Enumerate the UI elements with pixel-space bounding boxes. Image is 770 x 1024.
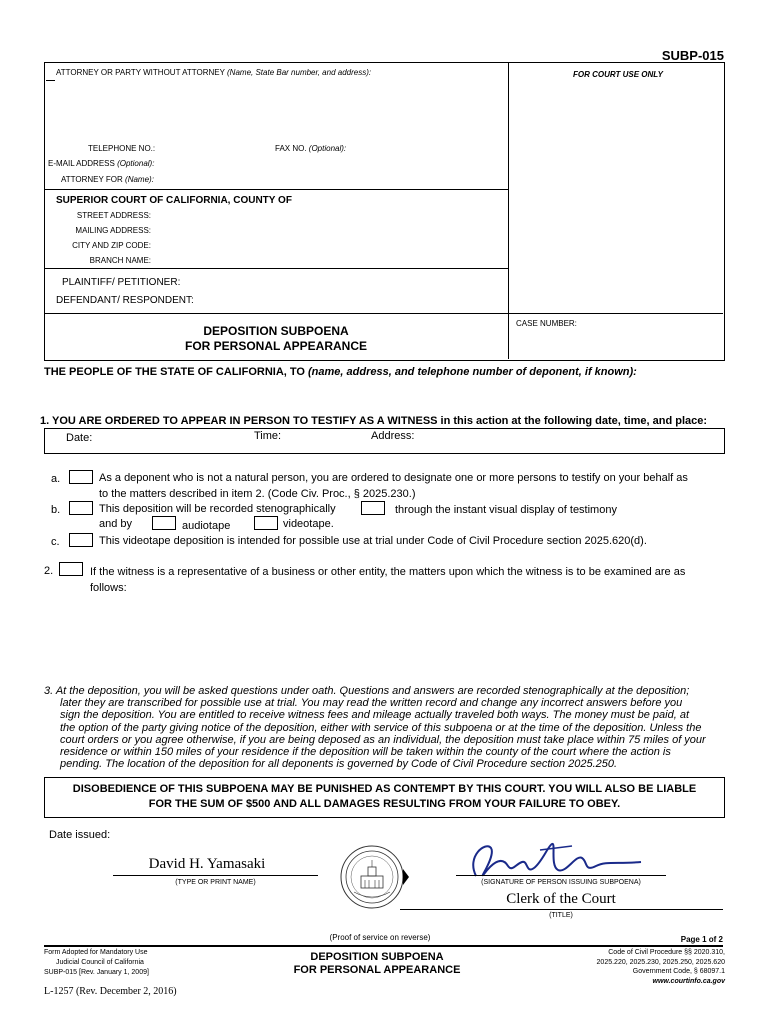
issuer-name: David H. Yamasaki [148, 856, 266, 872]
court-title: SUPERIOR COURT OF CALIFORNIA, COUNTY OF [56, 195, 292, 206]
issuer-title: Clerk of the Court [506, 891, 616, 907]
branch-label: BRANCH NAME: [89, 256, 151, 265]
attorney-for-label: ATTORNEY FOR (Name): [61, 175, 154, 184]
warning-text: DISOBEDIENCE OF THIS SUBPOENA MAY BE PUNISHED AS CONTEMPT BY THIS COURT. YOU WILL ALSO BE LIABLE FOR THE SUM OF $500 AND ALL DAMAGES RESULTING FROM YOUR FAILURE TO OBEY. [72, 783, 697, 810]
court-use-label: FOR COURT USE ONLY [573, 70, 663, 79]
footer-rule [44, 945, 723, 947]
item2-label: 2. [44, 565, 54, 577]
item1a-checkbox[interactable] [69, 470, 93, 484]
footer-right: Code of Civil Procedure §§ 2020.310, 2025.220, 2025.230, 2025.250, 2025.620 Government Code, § 68097.1 www.courtinfo.ca.gov [596, 949, 725, 985]
footer-title: DEPOSITION SUBPOENA FOR PERSONAL APPEARANCE [293, 951, 461, 976]
item1b-text: This deposition will be recorded stenographically [99, 503, 336, 515]
name-line [113, 875, 318, 876]
street-label: STREET ADDRESS: [76, 211, 151, 220]
item3-paragraph: 3. At the deposition, you will be asked questions under oath. Questions and answers are recorded stenographically at the deposition; later they are transcribed for possible use at trial. You may read the written record and change any incorrect answers before you sign the deposition. You are entitled to receive witness fees and mileage actually traveled both ways. The money must be paid, at the option of the party giving notice of the deposition, either with service of this subpoena or at the time of the deposition. Unless the court orders or you agree otherwise, if you are being deposed as an individual, the deposition must take place within 75 miles of your residence or within 150 miles of your residence if the deposition will be taken within the county of the court where the action is pending. The location of the deposition for all deponents is governed by Code of Civil Procedure section 2025.250. [44, 685, 706, 771]
item1b-instant-text: through the instant visual display of testimony [395, 504, 617, 516]
signature-line [456, 875, 666, 876]
item1c-checkbox[interactable] [69, 533, 93, 547]
footer-left: Form Adopted for Mandatory Use Judicial Council of California SUBP-015 [Rev. January 1, 2009] [44, 949, 149, 976]
case-number-label: CASE NUMBER: [516, 319, 577, 328]
date-issued-label: Date issued: [49, 829, 111, 841]
instant-display-checkbox[interactable] [361, 501, 385, 515]
item1c-label: c. [51, 536, 60, 548]
title-caption: (TITLE) [549, 912, 573, 919]
name-caption: (TYPE OR PRINT NAME) [175, 879, 256, 886]
item2-text: If the witness is a representative of a business or other entity, the matters upon which the witness is to be examined are as [90, 566, 686, 578]
attorney-label: ATTORNEY OR PARTY WITHOUT ATTORNEY (Name, State Bar number, and address): [56, 68, 372, 77]
title-line [400, 909, 723, 910]
email-label: E-MAIL ADDRESS (Optional): [48, 159, 155, 168]
date-label: Date: [66, 432, 93, 444]
telephone-label: TELEPHONE NO.: [88, 144, 156, 153]
court-seal-icon [339, 842, 409, 912]
item1b-and-by: and by [99, 518, 133, 530]
audiotape-label: audiotape [182, 520, 231, 532]
item1a-label: a. [51, 473, 61, 485]
court-divider [44, 268, 508, 269]
proof-note: (Proof of service on reverse) [329, 933, 431, 942]
people-line: THE PEOPLE OF THE STATE OF CALIFORNIA, TO (name, address, and telephone number of deponent, if known): [44, 366, 637, 378]
item1c-text: This videotape deposition is intended for possible use at trial under Code of Civil Procedure section 2025.620(d). [99, 535, 647, 547]
local-form-number: L-1257 (Rev. December 2, 2016) [44, 986, 177, 997]
item1a-text-cont: to the matters described in item 2. (Code Civ. Proc., § 2025.230.) [99, 488, 416, 500]
item1-heading: 1. YOU ARE ORDERED TO APPEAR IN PERSON TO TESTIFY AS A WITNESS in this action at the following date, time, and place: [40, 415, 708, 427]
document-title: DEPOSITION SUBPOENA FOR PERSONAL APPEARANCE [184, 324, 368, 353]
page-number: Page 1 of 2 [680, 935, 723, 944]
address-label: Address: [371, 430, 415, 442]
attorney-divider [44, 189, 508, 190]
fax-label: FAX NO. (Optional): [275, 144, 347, 153]
signature-caption: (SIGNATURE OF PERSON ISSUING SUBPOENA) [481, 879, 641, 886]
attorney-field-marker [46, 80, 55, 81]
court-use-divider [508, 62, 509, 359]
mailing-label: MAILING ADDRESS: [75, 226, 151, 235]
item1a-text: As a deponent who is not a natural person, you are ordered to designate one or more persons to testify on your behalf as [99, 472, 688, 484]
videotape-label: videotape. [283, 518, 334, 530]
item2-checkbox[interactable] [59, 562, 83, 576]
item2-text-cont: follows: [90, 582, 127, 594]
time-label: Time: [254, 430, 282, 442]
item1b-label: b. [51, 504, 61, 516]
form-id: SUBP-015 [661, 48, 724, 63]
city-label: CITY AND ZIP CODE: [72, 241, 151, 250]
stenographic-checkbox[interactable] [69, 501, 93, 515]
plaintiff-label: PLAINTIFF/ PETITIONER: [62, 277, 181, 288]
audiotape-checkbox[interactable] [152, 516, 176, 530]
parties-divider [44, 313, 723, 314]
defendant-label: DEFENDANT/ RESPONDENT: [56, 295, 194, 306]
videotape-checkbox[interactable] [254, 516, 278, 530]
